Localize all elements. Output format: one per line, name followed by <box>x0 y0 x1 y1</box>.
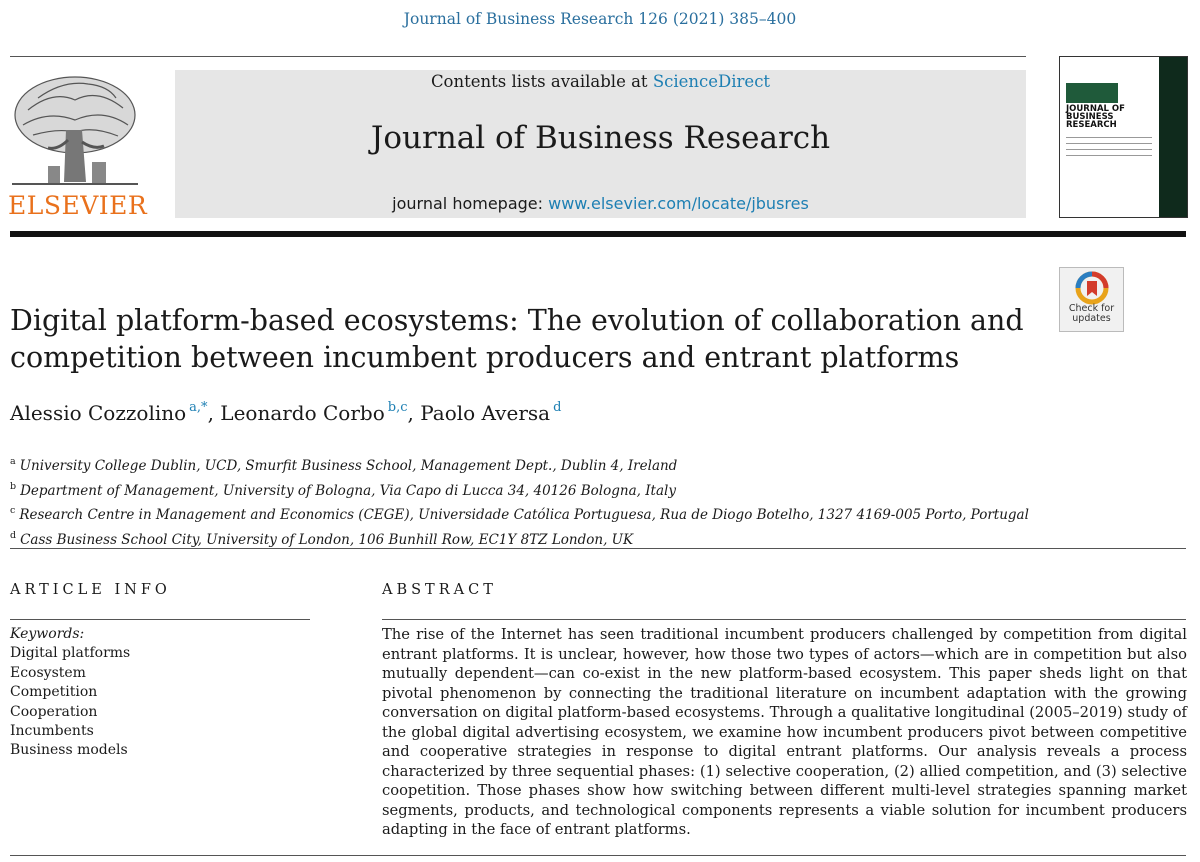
keyword-item: Incumbents <box>10 723 94 740</box>
author-affiliation-marks[interactable]: d <box>553 400 562 415</box>
homepage-line <box>175 194 1026 213</box>
author-affiliation-marks[interactable]: a,* <box>189 400 208 415</box>
check-updates-icon <box>1075 271 1109 305</box>
author-name[interactable]: Paolo Aversa <box>420 401 551 425</box>
abstract-text: The rise of the Internet has seen traditional incumbent producers challenged by competition from digital entrant platforms. It is unclear, however, how those two types of actors—which are in competition but also mutually dependent—can co-exist in the new platform-based ecosystem. This paper sheds light on that pivotal phenomenon by connecting the traditional literature on incumbent adaptation with the growing conversation on digital platform-based ecosystems. Through a qualitative longitudinal (2005–2019) study of the global digital advertising ecosystem, we examine how incumbent producers pivot between competitive and cooperative strategies in response to digital entrant platforms. Our analysis reveals a process characterized by three sequential phases: (1) selective cooperation, (2) allied competition, and (3) selective coopetition. Those phases show how switching between different multi-level strategies spanning market segments, products, and technological components represents a viable solution for incumbent producers adapting in the face of entrant platforms. <box>382 626 1187 838</box>
keywords-block <box>10 625 130 761</box>
article-info-heading: ARTICLE INFO <box>10 582 171 598</box>
affiliation-item: $^b$ Department of Management, University of Bologna, Via Capo di Lucca 34, 40126 Bologna, Italy <box>10 480 676 499</box>
footer-rule <box>10 855 1186 856</box>
sciencedirect-link[interactable]: ScienceDirect <box>652 72 771 91</box>
check-updates-label: Check for updates <box>1068 303 1115 324</box>
section-rule <box>10 548 1186 549</box>
contents-line <box>175 72 1026 91</box>
affiliation-item: $^a$ University College Dublin, UCD, Smurfit Business School, Management Dept., Dublin 4, Ireland <box>10 456 678 474</box>
elsevier-wordmark: ELSEVIER <box>8 191 148 220</box>
journal-masthead <box>175 70 1026 218</box>
abstract-rule <box>382 619 1186 620</box>
abstract-heading: ABSTRACT <box>382 582 497 598</box>
keyword-item: Digital platforms <box>10 645 131 662</box>
cover-dark-panel <box>1159 57 1187 217</box>
article-info-rule <box>10 619 310 620</box>
check-for-updates-button[interactable] <box>1059 267 1124 332</box>
keyword-item: Business models <box>10 742 128 759</box>
header-rule <box>10 56 1026 57</box>
journal-homepage-link[interactable]: www.elsevier.com/locate/jbusres <box>548 194 809 213</box>
affiliation-item: $^d$ Cass Business School City, University of London, 106 Bunhill Row, EC1Y 8TZ London, UK <box>10 529 634 548</box>
author-name[interactable]: Leonardo Corbo <box>220 401 385 425</box>
keyword-item: Cooperation <box>10 703 98 720</box>
author-name[interactable]: Alessio Cozzolino <box>10 401 187 425</box>
keywords-label: Keywords: <box>10 626 85 642</box>
header-thick-rule <box>10 231 1186 237</box>
affiliations <box>10 452 1029 550</box>
cover-title: JOURNAL OF BUSINESS RESEARCH <box>1066 104 1125 130</box>
cover-band <box>1066 83 1118 103</box>
contents-prefix: Contents lists available at <box>430 72 653 91</box>
elsevier-tree-icon <box>8 70 142 190</box>
keyword-item: Ecosystem <box>10 664 86 681</box>
author-list: Alessio Cozzolino $^{a,*}$, Leonardo Corbo $^{b,c}$, Paolo Aversa $^d$ <box>10 400 562 425</box>
elsevier-logo <box>8 70 148 220</box>
journal-cover-thumbnail[interactable] <box>1059 56 1188 218</box>
homepage-prefix: journal homepage: <box>392 194 549 213</box>
author-affiliation-marks[interactable]: b,c <box>387 400 408 415</box>
journal-title: Journal of Business Research <box>370 120 831 156</box>
journal-citation[interactable]: Journal of Business Research 126 (2021) 385–400 <box>403 10 797 28</box>
affiliation-item: $^c$ Research Centre in Management and Economics (CEGE), Universidade Católica Portuguesa, Rua de Diogo Botelho, 1327 4169-005 Porto, Portugal <box>10 505 1029 524</box>
keyword-item: Competition <box>10 684 98 701</box>
article-title: Digital platform-based ecosystems: The evolution of collaboration and competition between incumbent producers and entrant platforms <box>10 304 1024 374</box>
